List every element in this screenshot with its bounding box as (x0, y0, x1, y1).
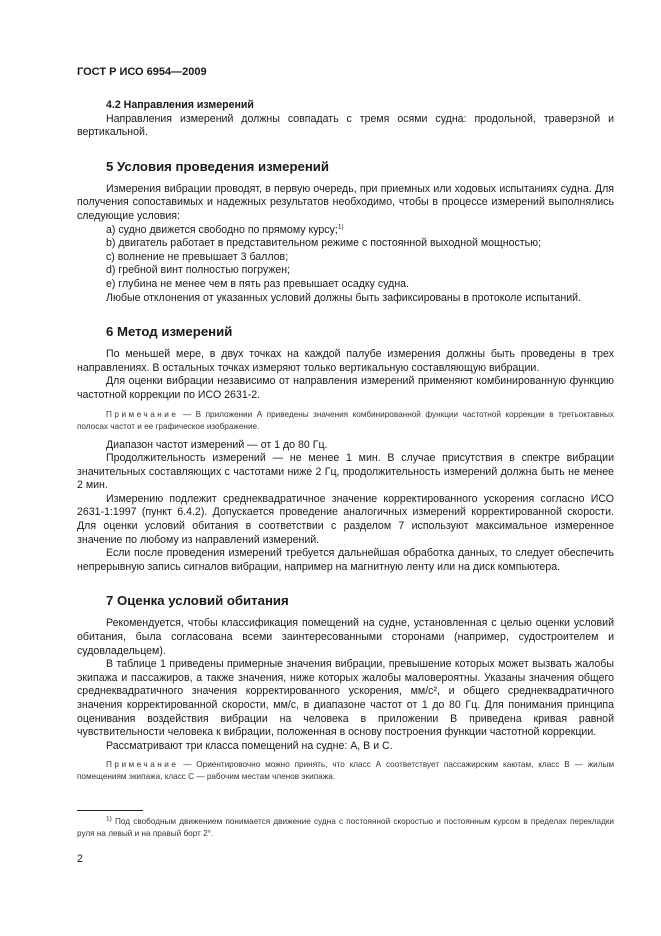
page-number: 2 (77, 853, 83, 865)
paragraph: Диапазон частот измерений — от 1 до 80 Гц. (106, 438, 328, 451)
list-item: c) волнение не превышает 3 баллов; (106, 250, 289, 263)
paragraph: Рассматривают три класса помещений на судне: А, В и С. (106, 739, 393, 752)
list-item: b) двигатель работает в представительном режиме с постоянной выходной мощностью; (106, 237, 542, 250)
paragraph: Если после проведения измерений требуется дальнейшая обработка данных, то следует обеспечить непрерывную запись сигналов вибрации, например на магнитную ленту или на диск компьютера. (77, 547, 614, 573)
document-page (77, 66, 614, 789)
section-5-title: 5 Условия проведения измерений (106, 158, 330, 174)
paragraph: Любые отклонения от указанных условий должны быть зафиксированы в протоколе испытаний. (106, 291, 582, 304)
document-header: ГОСТ Р ИСО 6954—2009 (77, 66, 207, 78)
footnote-divider (77, 810, 143, 811)
paragraph: По меньшей мере, в двух точках на каждой палубе измерения должны быть проведены в трех направлениях. В остальных точках измеряют только вертикальную составляющую вибрации. (77, 348, 614, 374)
paragraph: В таблице 1 приведены примерные значения вибрации, превышение которых может вызвать жалобы экипажа и пассажиров, а также значения, ниже которых жалобы маловероятны. Указаны значения общего среднеквадратичного значения корректированного ускорения, мм/с², и общего среднеквадратичного значения корректированной скорости, мм/с, в диапазоне частот от 1 до 80 Гц. Для понимания принципа оценивания воздействия вибрации на человека в приложении В приведена кривая равной чувствительности человека к вибрации, положенная в основу построения функции частотной коррекции. (77, 658, 614, 739)
paragraph: Измерению подлежит среднеквадратичное значение корректированного ускорения согласно ИСО 2631-1:1997 (пункт 6.4.2). Допускается проведение аналогичных измерений корректированной скорости. Для оценки условий обитания в соответствии с разделом 7 используют максимальное измеренное значение по любому из направлений измерений. (77, 492, 614, 546)
section-4-2-title: 4.2 Направления измерений (106, 99, 254, 111)
note: Примечание — Ориентировочно можно принять, что класс А соответствует пассажирским каютам, класс В — жилым помещениям экипажа, класс С — рабочим местам членов экипажа. (77, 760, 614, 782)
section-7-title: 7 Оценка условий обитания (106, 593, 289, 609)
paragraph: Рекомендуется, чтобы классификация помещений на судне, установленная с целью оценки условий обитания, была согласована всеми заинтересованными сторонами (например, судостроителем и судовладельцем). (77, 617, 614, 657)
paragraph: Направления измерений должны совпадать с тремя осями судна: продольной, траверзной и вертикальной. (77, 112, 614, 139)
paragraph: Измерения вибрации проводят, в первую очередь, при приемных или ходовых испытаниях судна. Для получения сопоставимых и надежных результатов необходимо, чтобы в процессе измерений выполнялись следующие условия: (77, 182, 614, 222)
section-6-title: 6 Метод измерений (106, 324, 233, 340)
footnote-ref[interactable]: 1) (337, 223, 344, 231)
paragraph: Продолжительность измерений — не менее 1 мин. В случае присутствия в спектре вибрации значительных составляющих с частотами ниже 2 Гц, продолжительность измерений должна быть не менее 2 мин. (77, 452, 614, 492)
paragraph: Для оценки вибрации независимо от направления измерений применяют комбинированную функцию частотной коррекции по ИСО 2631-2. (77, 375, 614, 401)
list-item: a) судно движется свободно по прямому курсу;$^{1)}$ (106, 223, 344, 236)
note: Примечание — В приложении А приведены значения комбинированной функции частотной коррекции в третьоктавных полосах частот и ее графическое изображение. (77, 409, 614, 431)
footnote: $^{1)}$ Под свободным движением понимается движение судна с постоянной скоростью и постоянным курсом в пределах перекладки руля на левый и на правый борт 2°. (77, 815, 614, 838)
list-item: e) глубина не менее чем в пять раз превышает осадку судна. (106, 277, 410, 290)
list-item: d) гребной винт полностью погружен; (106, 264, 291, 277)
